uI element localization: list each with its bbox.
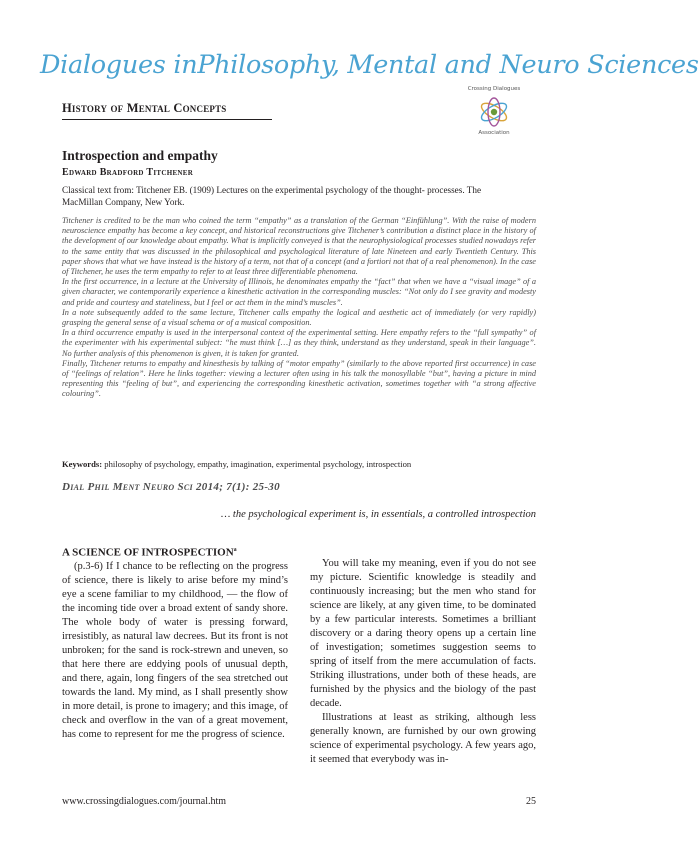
association-logo xyxy=(452,86,536,140)
classical-source-line-1: Classical text from: Titchener EB. (1909) Lectures on the experimental psychology of the thought- processes. The xyxy=(62,185,482,195)
keywords xyxy=(62,459,536,470)
author-name: Edward Bradford Titchener xyxy=(62,167,194,178)
journal-citation: Dial Phil Ment Neuro Sci 2014; 7(1): 25-30 xyxy=(62,481,280,493)
abstract-paragraph: Finally, Titchener returns to empathy and kinesthesis by talking of “motor empathy” (similarly to the above reported first occurrence) in case of “feelings of relation”. Here he links together: viewing a lecturer often using in his talk the monosyllable “but”, having a picture in mind representing this “feeling of but”, and experiencing the corresponding kinesthetic activation, sometimes together with “a strong affective colouring”. xyxy=(62,358,536,399)
page-number: 25 xyxy=(526,796,536,807)
keywords-label: Keywords: xyxy=(62,459,103,469)
body-paragraph: Illustrations at least as striking, although less generally known, are furnished by our own growing science of experimental psychology. A few years ago, it seemed that everybody was in- xyxy=(310,712,536,765)
footnote-marker: a xyxy=(233,547,237,553)
body-column-left xyxy=(62,543,288,742)
body-section-heading xyxy=(62,543,288,560)
abstract-paragraph: In a note subsequently added to the same lecture, Titchener calls empathy the logical and aesthetic act of immediately (or very rapidly) grasping the general sense of a visual schema or of a musical composition. xyxy=(62,307,536,328)
section-underline xyxy=(62,119,272,120)
classical-source-line-2: MacMillan Company, New York. xyxy=(62,197,185,207)
abstract-paragraph: In a third occurrence empathy is used in the interpersonal context of the experimental setting. Here empathy refers to the “full sympathy” of the experimenter with his experimental subject: “he must think […] as they think, understand as they understand, speak in their language”. No further analysis of this phenomenon is given, it is taken for granted. xyxy=(62,328,536,358)
body-paragraph: (p.3-6) If I chance to be reflecting on the progress of science, there is likely to arise before my mind’s eye a scene familiar to my childhood, — the flow of the incoming tide over a broad extent of sandy shore. The whole body of water is pressing forward, irresistibly, as natural law decrees. But its front is not unbroken; for the sand is rock-strewn and uneven, so that here there are eddying pools of unusual depth, and there, again, long fingers of the sea stretched out towards the land. My mind, as I shall presently show in more detail, is prone to imagery; and this image, of check and overflow in the van of a great movement, has come to represent for me the progress of science. xyxy=(62,560,288,740)
atom-logo-icon xyxy=(478,95,510,129)
keywords-text: philosophy of psychology, empathy, imagination, experimental psychology, introspection xyxy=(104,459,412,469)
footer-url: www.crossingdialogues.com/journal.htm xyxy=(62,796,227,807)
section-heading: History of Mental Concepts xyxy=(62,101,227,115)
body-column-right xyxy=(310,557,536,767)
body-paragraph: You will take my meaning, even if you do not see my picture. Scientific knowledge is steadily and continuously increasing; but the men who stand for science are likely, at any given time, to be dominated by a few particular interests. Sometimes a brilliant discovery or a daring theory opens up a certain line of investigation; sometimes suggestion seems to spring of itself from the mere accumulation of facts. Striking illustrations, under both of these heads, are furnished by the physics and the biology of the past decade. xyxy=(310,558,536,709)
abstract xyxy=(62,216,536,400)
body-section-heading-text: A SCIENCE OF INTROSPECTION xyxy=(62,546,234,559)
logo-top-text: Crossing Dialogues xyxy=(467,86,521,92)
abstract-paragraph: In the first occurrence, in a lecture at the University of Illinois, he denominates empathy the “fact” that when we have a “visual image” of a given character, we contemporarily experience a kinesthetic activation in the corresponding muscles: “Not only do I see gravity and modesty and pride and courtesy and stateliness, but I feel or act them in the mind’s muscles”. xyxy=(62,277,536,307)
journal-title: Dialogues inPhilosophy, Mental and Neuro Sciences xyxy=(40,50,699,80)
abstract-paragraph: Titchener is credited to be the man who coined the term “empathy” as a translation of the German “Einfühlung”. With the raise of modern neuroscience empathy has become a key concept, and historical reconstructions give Titchener’s contribution a distinct place in the history of the development of our knowledge about empathy. What is implicitly conveyed is that the neurophysiological processes studied nowadays refer to the same entity that was discussed in the philosophical and psychological literature of late Nineteen and early Twentieth Century. This paper shows that what we have instead is the history of a term, not that of a concept (and a fortiori not that of a real phenomenon). In the case of Titchener, he uses the term empathy to refer to at least three differentiable phenomena. xyxy=(62,216,536,277)
article-title: Introspection and empathy xyxy=(62,148,218,163)
classical-source xyxy=(62,184,536,208)
epigraph: … the psychological experiment is, in essentials, a controlled introspection xyxy=(220,509,536,520)
logo-bottom-text: Association xyxy=(478,130,510,136)
